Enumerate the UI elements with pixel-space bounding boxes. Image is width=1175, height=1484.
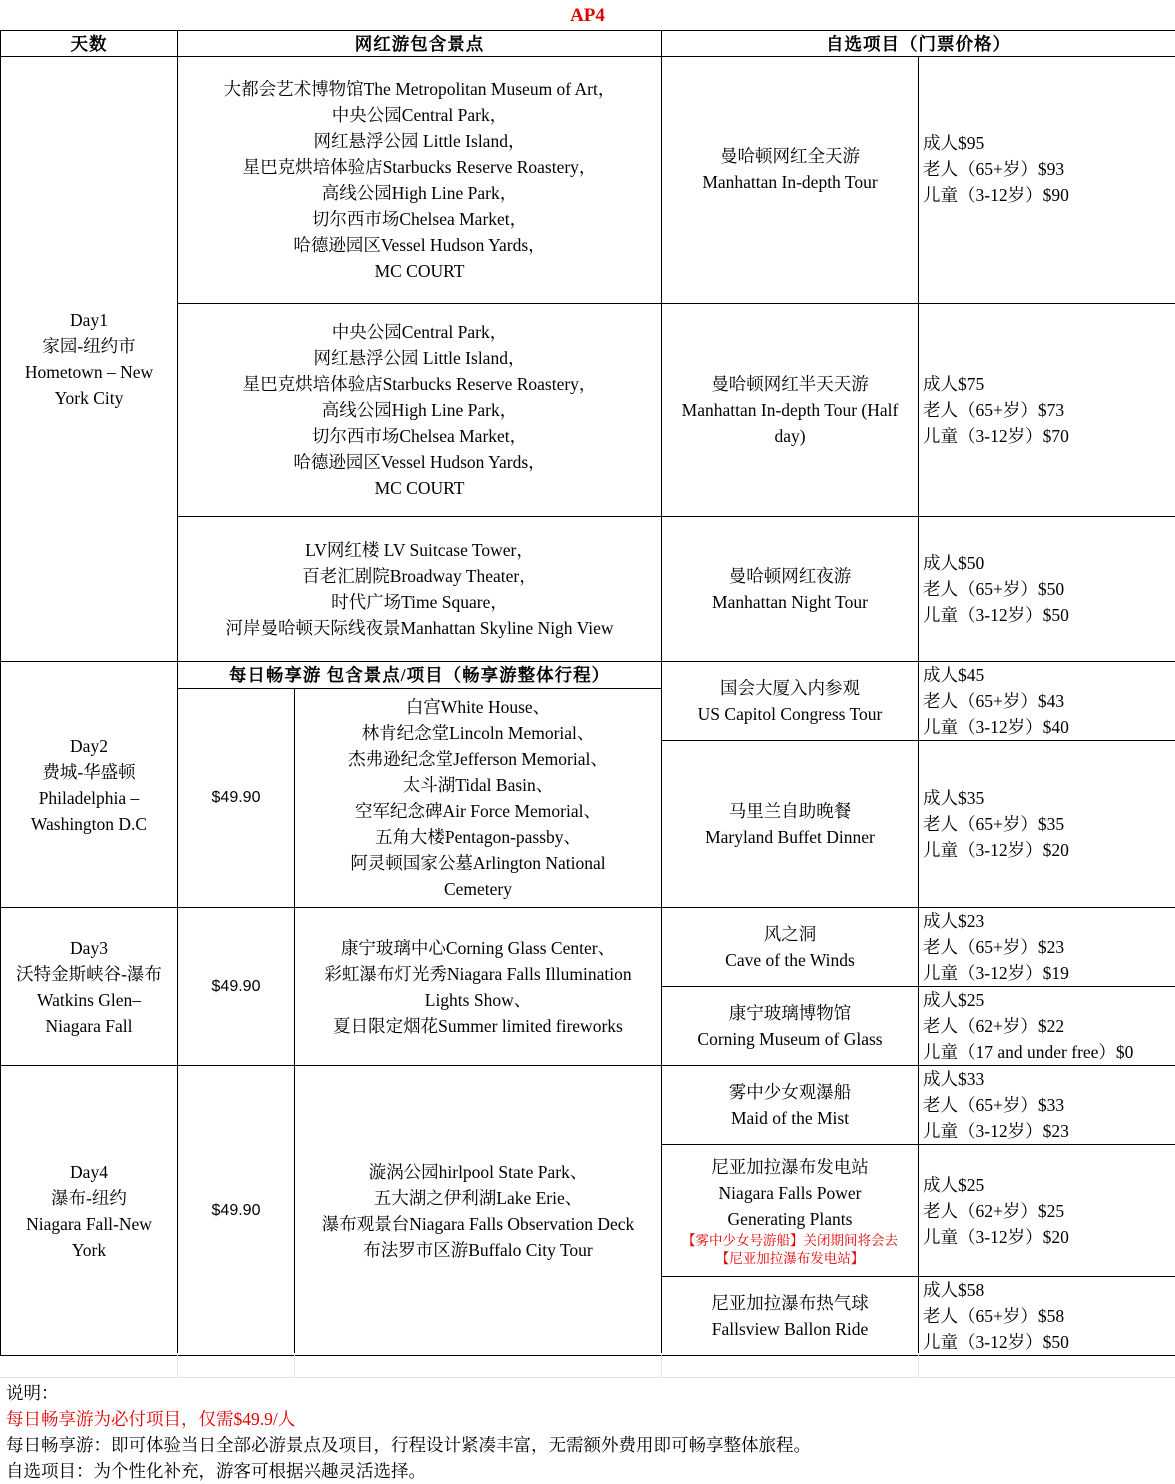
day3-label-line: Day3 bbox=[1, 935, 177, 961]
option-name: 尼亚加拉瀑布热气球 bbox=[662, 1290, 918, 1316]
day1-label-line: York City bbox=[1, 385, 177, 411]
price-child: 儿童（3-12岁）$40 bbox=[923, 714, 1175, 740]
day2-option2-prices bbox=[919, 741, 1175, 908]
attraction: 中央公园Central Park， bbox=[178, 102, 661, 128]
option-name: 风之洞 bbox=[662, 921, 918, 947]
attraction: 林肯纪念堂Lincoln Memorial、 bbox=[295, 720, 661, 746]
notes-section bbox=[6, 1380, 811, 1484]
attraction: 切尔西市场Chelsea Market， bbox=[178, 206, 661, 232]
day2-label-line: Day2 bbox=[1, 733, 177, 759]
attraction: 彩虹瀑布灯光秀Niagara Falls Illumination bbox=[295, 961, 661, 987]
option-name: Cave of the Winds bbox=[662, 947, 918, 973]
day4-label-line: Niagara Fall-New bbox=[1, 1211, 177, 1237]
day2-label-line: 费城-华盛顿 bbox=[1, 759, 177, 785]
option-name: Manhattan In-depth Tour bbox=[662, 169, 918, 195]
attraction: 河岸曼哈顿天际线夜景Manhattan Skyline Nigh View bbox=[178, 615, 661, 641]
price-child: 儿童（17 and under free）$0 bbox=[923, 1039, 1175, 1065]
day4-included bbox=[295, 1066, 662, 1356]
notes-must-pay: 每日畅享游为必付项目，仅需$49.9/人 bbox=[6, 1406, 811, 1432]
price-adult: 成人$58 bbox=[923, 1277, 1175, 1303]
day1-tour3-included bbox=[178, 517, 662, 662]
day2-subheader-row bbox=[1, 662, 1175, 689]
option-name: 曼哈顿网红半天天游 bbox=[662, 371, 918, 397]
day4-option2-name bbox=[662, 1145, 919, 1277]
option-name: 康宁玻璃博物馆 bbox=[662, 1000, 918, 1026]
day3-row-a bbox=[1, 908, 1175, 987]
empty-grid-row bbox=[0, 1353, 1175, 1377]
day3-option2-prices bbox=[919, 987, 1175, 1066]
day3-option1-prices bbox=[919, 908, 1175, 987]
day2-label-line: Philadelphia – bbox=[1, 785, 177, 811]
option-name: Generating Plants bbox=[662, 1206, 918, 1232]
price-senior: 老人（65+岁）$58 bbox=[923, 1303, 1175, 1329]
header-optional: 自选项目（门票价格） bbox=[662, 31, 1175, 57]
attraction: 网红悬浮公园 Little Island， bbox=[178, 128, 661, 154]
price-senior: 老人（65+岁）$35 bbox=[923, 811, 1175, 837]
attraction: LV网红楼 LV Suitcase Tower， bbox=[178, 537, 661, 563]
notes-daily-desc: 每日畅享游：即可体验当日全部必游景点及项目，行程设计紧凑丰富，无需额外费用即可畅享整体旅程。 bbox=[6, 1432, 811, 1458]
day3-option1-name bbox=[662, 908, 919, 987]
attraction: 高线公园High Line Park， bbox=[178, 180, 661, 206]
day1-tour2-prices bbox=[919, 304, 1175, 517]
option-name: Fallsview Ballon Ride bbox=[662, 1316, 918, 1342]
header-included: 网红游包含景点 bbox=[178, 31, 662, 57]
option-name: 尼亚加拉瀑布发电站 bbox=[662, 1154, 918, 1180]
day3-label-line: Watkins Glen– bbox=[1, 987, 177, 1013]
day2-included bbox=[295, 689, 662, 908]
day4-option3-name bbox=[662, 1277, 919, 1356]
day1-tour2-name bbox=[662, 304, 919, 517]
attraction: 网红悬浮公园 Little Island， bbox=[178, 345, 661, 371]
day4-label-line: York bbox=[1, 1237, 177, 1263]
attraction: 百老汇剧院Broadway Theater， bbox=[178, 563, 661, 589]
day1-tour1-row bbox=[1, 57, 1175, 304]
option-name: Niagara Falls Power bbox=[662, 1180, 918, 1206]
day2-option1-prices bbox=[919, 662, 1175, 741]
day2-option1-name bbox=[662, 662, 919, 741]
attraction: 中央公园Central Park， bbox=[178, 319, 661, 345]
day1-label bbox=[1, 57, 178, 662]
price-senior: 老人（62+岁）$25 bbox=[923, 1198, 1175, 1224]
price-child: 儿童（3-12岁）$20 bbox=[923, 1224, 1175, 1250]
day1-tour3-prices bbox=[919, 517, 1175, 662]
page-title: AP4 bbox=[0, 0, 1175, 30]
attraction: 星巴克烘培体验店Starbucks Reserve Roastery， bbox=[178, 154, 661, 180]
attraction: 白宫White House、 bbox=[295, 694, 661, 720]
day4-row-a bbox=[1, 1066, 1175, 1145]
option-note: 【尼亚加拉瀑布发电站】 bbox=[662, 1250, 918, 1268]
day4-option1-name bbox=[662, 1066, 919, 1145]
attraction: 康宁玻璃中心Corning Glass Center、 bbox=[295, 935, 661, 961]
grid-line bbox=[918, 1353, 919, 1377]
price-child: 儿童（3-12岁）$70 bbox=[923, 423, 1175, 449]
price-senior: 老人（65+岁）$93 bbox=[923, 156, 1175, 182]
day3-included bbox=[295, 908, 662, 1066]
day1-tour2-included bbox=[178, 304, 662, 517]
attraction: MC COURT bbox=[178, 258, 661, 284]
attraction: 哈德逊园区Vessel Hudson Yards， bbox=[178, 232, 661, 258]
day4-option1-prices bbox=[919, 1066, 1175, 1145]
day2-label bbox=[1, 662, 178, 908]
notes-label: 说明： bbox=[6, 1380, 811, 1406]
grid-line bbox=[0, 1377, 1175, 1378]
day3-label-line: Niagara Fall bbox=[1, 1013, 177, 1039]
price-senior: 老人（65+岁）$33 bbox=[923, 1092, 1175, 1118]
day1-label-line: 家园-纽约市 bbox=[1, 333, 177, 359]
price-child: 儿童（3-12岁）$90 bbox=[923, 182, 1175, 208]
attraction: 切尔西市场Chelsea Market， bbox=[178, 423, 661, 449]
day4-label-line: 瀑布-纽约 bbox=[1, 1185, 177, 1211]
price-child: 儿童（3-12岁）$23 bbox=[923, 1118, 1175, 1144]
attraction: 瀑布观景台Niagara Falls Observation Deck bbox=[295, 1211, 661, 1237]
day1-tour3-name bbox=[662, 517, 919, 662]
day3-label-line: 沃特金斯峡谷-瀑布 bbox=[1, 961, 177, 987]
option-name: Manhattan In-depth Tour (Half bbox=[662, 397, 918, 423]
price-child: 儿童（3-12岁）$50 bbox=[923, 602, 1175, 628]
day4-label-line: Day4 bbox=[1, 1159, 177, 1185]
header-days: 天数 bbox=[1, 31, 178, 57]
price-adult: 成人$25 bbox=[923, 987, 1175, 1013]
price-senior: 老人（65+岁）$73 bbox=[923, 397, 1175, 423]
day1-tour1-included bbox=[178, 57, 662, 304]
day4-price: $49.90 bbox=[178, 1066, 295, 1356]
option-name: day) bbox=[662, 423, 918, 449]
day1-tour2-row bbox=[1, 304, 1175, 517]
price-child: 儿童（3-12岁）$19 bbox=[923, 960, 1175, 986]
day1-label-line: Hometown – New bbox=[1, 359, 177, 385]
price-adult: 成人$25 bbox=[923, 1172, 1175, 1198]
notes-optional-desc: 自选项目：为个性化补充，游客可根据兴趣灵活选择。 bbox=[6, 1458, 811, 1484]
price-adult: 成人$45 bbox=[923, 662, 1175, 688]
grid-line bbox=[661, 1353, 662, 1377]
option-name: 曼哈顿网红全天游 bbox=[662, 143, 918, 169]
attraction: 夏日限定烟花Summer limited fireworks bbox=[295, 1013, 661, 1039]
attraction: 杰弗逊纪念堂Jefferson Memorial、 bbox=[295, 746, 661, 772]
daily-tour-header: 每日畅享游 包含景点/项目（畅享游整体行程） bbox=[178, 662, 662, 689]
day4-option2-prices bbox=[919, 1145, 1175, 1277]
option-name: Corning Museum of Glass bbox=[662, 1026, 918, 1052]
day1-label-line: Day1 bbox=[1, 307, 177, 333]
price-adult: 成人$35 bbox=[923, 785, 1175, 811]
option-name: 雾中少女观瀑船 bbox=[662, 1079, 918, 1105]
price-child: 儿童（3-12岁）$50 bbox=[923, 1329, 1175, 1355]
attraction: 漩涡公园hirlpool State Park、 bbox=[295, 1159, 661, 1185]
day1-tour1-name bbox=[662, 57, 919, 304]
day2-label-line: Washington D.C bbox=[1, 811, 177, 837]
attraction: 太斗湖Tidal Basin、 bbox=[295, 772, 661, 798]
option-name: Maryland Buffet Dinner bbox=[662, 824, 918, 850]
grid-line bbox=[177, 1353, 178, 1377]
option-name: US Capitol Congress Tour bbox=[662, 701, 918, 727]
attraction: 大都会艺术博物馆The Metropolitan Museum of Art， bbox=[178, 76, 661, 102]
attraction: 哈德逊园区Vessel Hudson Yards， bbox=[178, 449, 661, 475]
price-senior: 老人（65+岁）$50 bbox=[923, 576, 1175, 602]
attraction: 五大湖之伊利湖Lake Erie、 bbox=[295, 1185, 661, 1211]
day2-price: $49.90 bbox=[178, 689, 295, 908]
price-adult: 成人$75 bbox=[923, 371, 1175, 397]
attraction: MC COURT bbox=[178, 475, 661, 501]
day2-option2-name bbox=[662, 741, 919, 908]
attraction: 高线公园High Line Park， bbox=[178, 397, 661, 423]
price-adult: 成人$23 bbox=[923, 908, 1175, 934]
price-child: 儿童（3-12岁）$20 bbox=[923, 837, 1175, 863]
day3-label bbox=[1, 908, 178, 1066]
day3-option2-name bbox=[662, 987, 919, 1066]
day1-tour1-prices bbox=[919, 57, 1175, 304]
price-adult: 成人$50 bbox=[923, 550, 1175, 576]
option-name: Maid of the Mist bbox=[662, 1105, 918, 1131]
price-adult: 成人$95 bbox=[923, 130, 1175, 156]
day4-option3-prices bbox=[919, 1277, 1175, 1356]
option-name: 曼哈顿网红夜游 bbox=[662, 563, 918, 589]
attraction: 时代广场Time Square， bbox=[178, 589, 661, 615]
option-name: 马里兰自助晚餐 bbox=[662, 798, 918, 824]
attraction: Cemetery bbox=[295, 876, 661, 902]
price-senior: 老人（65+岁）$23 bbox=[923, 934, 1175, 960]
attraction: 空军纪念碑Air Force Memorial、 bbox=[295, 798, 661, 824]
option-note: 【雾中少女号游船】关闭期间将会去 bbox=[662, 1232, 918, 1250]
option-name: Manhattan Night Tour bbox=[662, 589, 918, 615]
day1-tour3-row bbox=[1, 517, 1175, 662]
day3-price: $49.90 bbox=[178, 908, 295, 1066]
attraction: 星巴克烘培体验店Starbucks Reserve Roastery， bbox=[178, 371, 661, 397]
option-name: 国会大厦入内参观 bbox=[662, 675, 918, 701]
day4-label bbox=[1, 1066, 178, 1356]
itinerary-table bbox=[0, 30, 1175, 1356]
attraction: 阿灵顿国家公墓Arlington National bbox=[295, 850, 661, 876]
attraction: Lights Show、 bbox=[295, 987, 661, 1013]
header-row bbox=[1, 31, 1175, 57]
attraction: 布法罗市区游Buffalo City Tour bbox=[295, 1237, 661, 1263]
price-senior: 老人（65+岁）$43 bbox=[923, 688, 1175, 714]
grid-line bbox=[294, 1353, 295, 1377]
attraction: 五角大楼Pentagon-passby、 bbox=[295, 824, 661, 850]
price-senior: 老人（62+岁）$22 bbox=[923, 1013, 1175, 1039]
price-adult: 成人$33 bbox=[923, 1066, 1175, 1092]
